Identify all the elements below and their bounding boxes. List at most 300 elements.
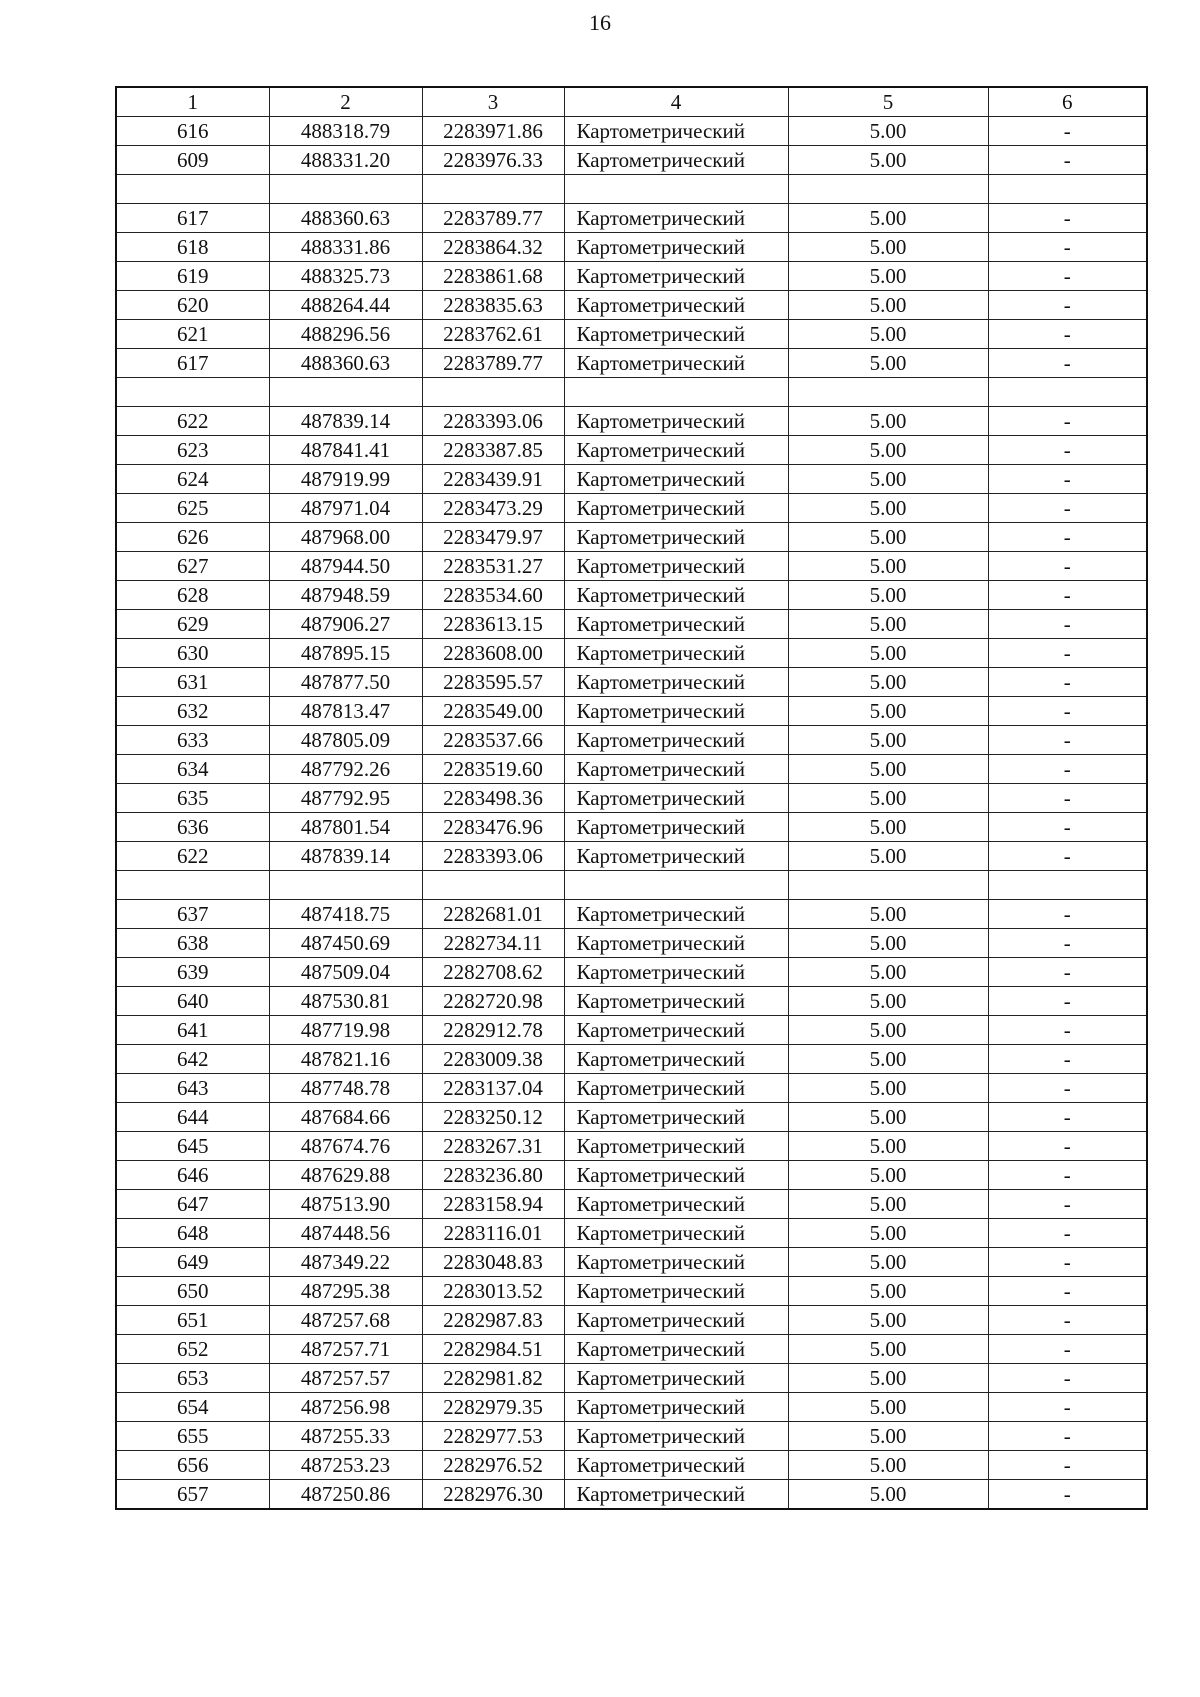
- note-cell: -: [988, 1190, 1147, 1219]
- y-coordinate-cell: 2282720.98: [422, 987, 564, 1016]
- x-coordinate-cell: 487906.27: [269, 610, 422, 639]
- x-coordinate-cell: 487253.23: [269, 1451, 422, 1480]
- accuracy-cell: 5.00: [788, 1161, 988, 1190]
- accuracy-cell: 5.00: [788, 146, 988, 175]
- table-row: [116, 668, 1147, 697]
- point-number-cell: 620: [116, 291, 269, 320]
- point-number-cell: 629: [116, 610, 269, 639]
- point-number-cell: 650: [116, 1277, 269, 1306]
- x-coordinate-cell: 487748.78: [269, 1074, 422, 1103]
- table-row: [116, 639, 1147, 668]
- table-row: [116, 1248, 1147, 1277]
- point-number-cell: 651: [116, 1306, 269, 1335]
- method-cell: Картометрический: [564, 204, 788, 233]
- note-cell: -: [988, 262, 1147, 291]
- table-row: [116, 291, 1147, 320]
- table-row: [116, 900, 1147, 929]
- note-cell: -: [988, 1045, 1147, 1074]
- accuracy-cell: 5.00: [788, 349, 988, 378]
- column-header: 3: [422, 87, 564, 117]
- accuracy-cell: 5.00: [788, 262, 988, 291]
- method-cell: Картометрический: [564, 813, 788, 842]
- method-cell: Картометрический: [564, 755, 788, 784]
- method-cell: [564, 378, 788, 407]
- point-number-cell: 641: [116, 1016, 269, 1045]
- point-number-cell: [116, 378, 269, 407]
- point-number-cell: 619: [116, 262, 269, 291]
- accuracy-cell: 5.00: [788, 813, 988, 842]
- method-cell: Картометрический: [564, 1422, 788, 1451]
- y-coordinate-cell: 2283762.61: [422, 320, 564, 349]
- note-cell: -: [988, 668, 1147, 697]
- method-cell: Картометрический: [564, 1248, 788, 1277]
- method-cell: Картометрический: [564, 291, 788, 320]
- point-number-cell: 646: [116, 1161, 269, 1190]
- x-coordinate-cell: 487257.57: [269, 1364, 422, 1393]
- y-coordinate-cell: 2282984.51: [422, 1335, 564, 1364]
- table-row: [116, 320, 1147, 349]
- accuracy-cell: 5.00: [788, 1248, 988, 1277]
- accuracy-cell: 5.00: [788, 610, 988, 639]
- table-row: [116, 1451, 1147, 1480]
- accuracy-cell: 5.00: [788, 755, 988, 784]
- table-row: [116, 610, 1147, 639]
- note-cell: -: [988, 1161, 1147, 1190]
- method-cell: Картометрический: [564, 1277, 788, 1306]
- x-coordinate-cell: 487841.41: [269, 436, 422, 465]
- note-cell: -: [988, 987, 1147, 1016]
- accuracy-cell: 5.00: [788, 668, 988, 697]
- note-cell: -: [988, 1074, 1147, 1103]
- method-cell: Картометрический: [564, 436, 788, 465]
- point-number-cell: 630: [116, 639, 269, 668]
- accuracy-cell: 5.00: [788, 494, 988, 523]
- note-cell: -: [988, 1132, 1147, 1161]
- point-number-cell: 609: [116, 146, 269, 175]
- note-cell: -: [988, 1480, 1147, 1510]
- note-cell: -: [988, 349, 1147, 378]
- y-coordinate-cell: 2283009.38: [422, 1045, 564, 1074]
- column-header: 1: [116, 87, 269, 117]
- note-cell: -: [988, 1306, 1147, 1335]
- note-cell: -: [988, 1103, 1147, 1132]
- note-cell: -: [988, 581, 1147, 610]
- y-coordinate-cell: 2283864.32: [422, 233, 564, 262]
- point-number-cell: 654: [116, 1393, 269, 1422]
- y-coordinate-cell: [422, 378, 564, 407]
- y-coordinate-cell: 2283158.94: [422, 1190, 564, 1219]
- point-number-cell: 640: [116, 987, 269, 1016]
- x-coordinate-cell: 487530.81: [269, 987, 422, 1016]
- x-coordinate-cell: 487801.54: [269, 813, 422, 842]
- note-cell: -: [988, 204, 1147, 233]
- accuracy-cell: 5.00: [788, 204, 988, 233]
- accuracy-cell: 5.00: [788, 1103, 988, 1132]
- accuracy-cell: 5.00: [788, 639, 988, 668]
- y-coordinate-cell: 2283549.00: [422, 697, 564, 726]
- x-coordinate-cell: 488331.20: [269, 146, 422, 175]
- x-coordinate-cell: 487895.15: [269, 639, 422, 668]
- point-number-cell: 622: [116, 407, 269, 436]
- x-coordinate-cell: 487948.59: [269, 581, 422, 610]
- x-coordinate-cell: 488360.63: [269, 204, 422, 233]
- method-cell: Картометрический: [564, 1219, 788, 1248]
- y-coordinate-cell: 2282987.83: [422, 1306, 564, 1335]
- note-cell: -: [988, 697, 1147, 726]
- point-number-cell: 653: [116, 1364, 269, 1393]
- table-row: [116, 523, 1147, 552]
- x-coordinate-cell: 487450.69: [269, 929, 422, 958]
- note-cell: -: [988, 1277, 1147, 1306]
- method-cell: Картометрический: [564, 1016, 788, 1045]
- note-cell: -: [988, 1364, 1147, 1393]
- table-body: [116, 117, 1147, 1510]
- method-cell: Картометрический: [564, 1306, 788, 1335]
- x-coordinate-cell: 487295.38: [269, 1277, 422, 1306]
- method-cell: Картометрический: [564, 1132, 788, 1161]
- header-row: [116, 87, 1147, 117]
- method-cell: Картометрический: [564, 320, 788, 349]
- note-cell: -: [988, 233, 1147, 262]
- method-cell: Картометрический: [564, 552, 788, 581]
- x-coordinate-cell: 487839.14: [269, 407, 422, 436]
- x-coordinate-cell: 487674.76: [269, 1132, 422, 1161]
- accuracy-cell: 5.00: [788, 1190, 988, 1219]
- method-cell: Картометрический: [564, 494, 788, 523]
- accuracy-cell: [788, 378, 988, 407]
- point-number-cell: 632: [116, 697, 269, 726]
- y-coordinate-cell: 2283267.31: [422, 1132, 564, 1161]
- column-header: 5: [788, 87, 988, 117]
- y-coordinate-cell: 2283608.00: [422, 639, 564, 668]
- point-number-cell: 639: [116, 958, 269, 987]
- x-coordinate-cell: 488331.86: [269, 233, 422, 262]
- coordinates-table: [115, 86, 1148, 1510]
- note-cell: -: [988, 1393, 1147, 1422]
- column-header: 6: [988, 87, 1147, 117]
- x-coordinate-cell: 487513.90: [269, 1190, 422, 1219]
- y-coordinate-cell: 2283393.06: [422, 407, 564, 436]
- x-coordinate-cell: 487509.04: [269, 958, 422, 987]
- y-coordinate-cell: 2283519.60: [422, 755, 564, 784]
- note-cell: -: [988, 1016, 1147, 1045]
- y-coordinate-cell: 2283236.80: [422, 1161, 564, 1190]
- x-coordinate-cell: 487805.09: [269, 726, 422, 755]
- point-number-cell: 643: [116, 1074, 269, 1103]
- y-coordinate-cell: 2283971.86: [422, 117, 564, 146]
- accuracy-cell: 5.00: [788, 842, 988, 871]
- x-coordinate-cell: 487255.33: [269, 1422, 422, 1451]
- point-number-cell: 636: [116, 813, 269, 842]
- point-number-cell: 627: [116, 552, 269, 581]
- table-row: [116, 1190, 1147, 1219]
- method-cell: Картометрический: [564, 1451, 788, 1480]
- point-number-cell: 623: [116, 436, 269, 465]
- x-coordinate-cell: 487821.16: [269, 1045, 422, 1074]
- point-number-cell: 655: [116, 1422, 269, 1451]
- column-header: 2: [269, 87, 422, 117]
- note-cell: -: [988, 1335, 1147, 1364]
- y-coordinate-cell: 2282981.82: [422, 1364, 564, 1393]
- point-number-cell: 644: [116, 1103, 269, 1132]
- note-cell: -: [988, 117, 1147, 146]
- point-number-cell: 633: [116, 726, 269, 755]
- table-row: [116, 784, 1147, 813]
- accuracy-cell: 5.00: [788, 320, 988, 349]
- note-cell: -: [988, 523, 1147, 552]
- method-cell: Картометрический: [564, 900, 788, 929]
- note-cell: -: [988, 1248, 1147, 1277]
- y-coordinate-cell: 2283048.83: [422, 1248, 564, 1277]
- note-cell: -: [988, 813, 1147, 842]
- accuracy-cell: 5.00: [788, 1277, 988, 1306]
- x-coordinate-cell: 487944.50: [269, 552, 422, 581]
- table-row: [116, 958, 1147, 987]
- x-coordinate-cell: 487684.66: [269, 1103, 422, 1132]
- accuracy-cell: 5.00: [788, 523, 988, 552]
- accuracy-cell: 5.00: [788, 784, 988, 813]
- method-cell: Картометрический: [564, 407, 788, 436]
- y-coordinate-cell: 2283976.33: [422, 146, 564, 175]
- point-number-cell: [116, 175, 269, 204]
- x-coordinate-cell: 487418.75: [269, 900, 422, 929]
- accuracy-cell: 5.00: [788, 929, 988, 958]
- table-row: [116, 1132, 1147, 1161]
- point-number-cell: 645: [116, 1132, 269, 1161]
- note-cell: -: [988, 407, 1147, 436]
- accuracy-cell: 5.00: [788, 1422, 988, 1451]
- method-cell: Картометрический: [564, 1335, 788, 1364]
- point-number-cell: 631: [116, 668, 269, 697]
- method-cell: Картометрический: [564, 958, 788, 987]
- table-row: [116, 1364, 1147, 1393]
- accuracy-cell: 5.00: [788, 291, 988, 320]
- method-cell: Картометрический: [564, 349, 788, 378]
- note-cell: -: [988, 1219, 1147, 1248]
- point-number-cell: 638: [116, 929, 269, 958]
- x-coordinate-cell: 487971.04: [269, 494, 422, 523]
- x-coordinate-cell: 488264.44: [269, 291, 422, 320]
- note-cell: -: [988, 958, 1147, 987]
- method-cell: Картометрический: [564, 1480, 788, 1510]
- x-coordinate-cell: [269, 175, 422, 204]
- point-number-cell: 649: [116, 1248, 269, 1277]
- table-row: [116, 233, 1147, 262]
- x-coordinate-cell: 487813.47: [269, 697, 422, 726]
- table-row: [116, 146, 1147, 175]
- table-row: [116, 726, 1147, 755]
- table-row: [116, 1161, 1147, 1190]
- note-cell: -: [988, 465, 1147, 494]
- y-coordinate-cell: 2283137.04: [422, 1074, 564, 1103]
- x-coordinate-cell: 488360.63: [269, 349, 422, 378]
- table-row: [116, 581, 1147, 610]
- note-cell: -: [988, 784, 1147, 813]
- y-coordinate-cell: 2283498.36: [422, 784, 564, 813]
- point-number-cell: 616: [116, 117, 269, 146]
- accuracy-cell: 5.00: [788, 1219, 988, 1248]
- x-coordinate-cell: 487257.68: [269, 1306, 422, 1335]
- table-row: [116, 1074, 1147, 1103]
- x-coordinate-cell: [269, 378, 422, 407]
- separator-row: [116, 175, 1147, 204]
- y-coordinate-cell: 2283861.68: [422, 262, 564, 291]
- accuracy-cell: 5.00: [788, 697, 988, 726]
- table-row: [116, 987, 1147, 1016]
- x-coordinate-cell: 487839.14: [269, 842, 422, 871]
- point-number-cell: 642: [116, 1045, 269, 1074]
- y-coordinate-cell: 2283537.66: [422, 726, 564, 755]
- method-cell: Картометрический: [564, 726, 788, 755]
- point-number-cell: 624: [116, 465, 269, 494]
- y-coordinate-cell: 2282912.78: [422, 1016, 564, 1045]
- x-coordinate-cell: 487719.98: [269, 1016, 422, 1045]
- note-cell: -: [988, 755, 1147, 784]
- note-cell: -: [988, 610, 1147, 639]
- method-cell: Картометрический: [564, 1393, 788, 1422]
- y-coordinate-cell: [422, 175, 564, 204]
- y-coordinate-cell: 2283476.96: [422, 813, 564, 842]
- table-row: [116, 813, 1147, 842]
- point-number-cell: 617: [116, 204, 269, 233]
- accuracy-cell: 5.00: [788, 1364, 988, 1393]
- method-cell: Картометрический: [564, 610, 788, 639]
- y-coordinate-cell: 2283789.77: [422, 204, 564, 233]
- table-row: [116, 842, 1147, 871]
- note-cell: -: [988, 552, 1147, 581]
- accuracy-cell: 5.00: [788, 1306, 988, 1335]
- table-row: [116, 117, 1147, 146]
- y-coordinate-cell: [422, 871, 564, 900]
- point-number-cell: 628: [116, 581, 269, 610]
- y-coordinate-cell: 2283613.15: [422, 610, 564, 639]
- y-coordinate-cell: 2283250.12: [422, 1103, 564, 1132]
- accuracy-cell: [788, 871, 988, 900]
- method-cell: Картометрический: [564, 1045, 788, 1074]
- accuracy-cell: 5.00: [788, 1335, 988, 1364]
- x-coordinate-cell: 487877.50: [269, 668, 422, 697]
- y-coordinate-cell: 2283393.06: [422, 842, 564, 871]
- method-cell: [564, 175, 788, 204]
- table-row: [116, 436, 1147, 465]
- accuracy-cell: 5.00: [788, 1393, 988, 1422]
- accuracy-cell: 5.00: [788, 552, 988, 581]
- y-coordinate-cell: 2283835.63: [422, 291, 564, 320]
- point-number-cell: 626: [116, 523, 269, 552]
- accuracy-cell: 5.00: [788, 117, 988, 146]
- x-coordinate-cell: [269, 871, 422, 900]
- method-cell: Картометрический: [564, 1161, 788, 1190]
- note-cell: -: [988, 494, 1147, 523]
- accuracy-cell: 5.00: [788, 1132, 988, 1161]
- method-cell: Картометрический: [564, 697, 788, 726]
- method-cell: Картометрический: [564, 146, 788, 175]
- table-row: [116, 349, 1147, 378]
- table-row: [116, 697, 1147, 726]
- y-coordinate-cell: 2282976.52: [422, 1451, 564, 1480]
- y-coordinate-cell: 2283789.77: [422, 349, 564, 378]
- x-coordinate-cell: 487349.22: [269, 1248, 422, 1277]
- note-cell: -: [988, 291, 1147, 320]
- separator-row: [116, 871, 1147, 900]
- note-cell: -: [988, 726, 1147, 755]
- y-coordinate-cell: 2283439.91: [422, 465, 564, 494]
- point-number-cell: 635: [116, 784, 269, 813]
- point-number-cell: 648: [116, 1219, 269, 1248]
- accuracy-cell: 5.00: [788, 436, 988, 465]
- x-coordinate-cell: 487256.98: [269, 1393, 422, 1422]
- point-number-cell: 652: [116, 1335, 269, 1364]
- method-cell: Картометрический: [564, 1103, 788, 1132]
- y-coordinate-cell: 2283387.85: [422, 436, 564, 465]
- method-cell: Картометрический: [564, 262, 788, 291]
- point-number-cell: 618: [116, 233, 269, 262]
- accuracy-cell: 5.00: [788, 407, 988, 436]
- column-header: 4: [564, 87, 788, 117]
- note-cell: [988, 175, 1147, 204]
- method-cell: [564, 871, 788, 900]
- table-row: [116, 204, 1147, 233]
- y-coordinate-cell: 2282681.01: [422, 900, 564, 929]
- note-cell: -: [988, 1451, 1147, 1480]
- table-row: [116, 1103, 1147, 1132]
- table-row: [116, 1422, 1147, 1451]
- accuracy-cell: 5.00: [788, 1045, 988, 1074]
- method-cell: Картометрический: [564, 523, 788, 552]
- accuracy-cell: 5.00: [788, 581, 988, 610]
- point-number-cell: 637: [116, 900, 269, 929]
- y-coordinate-cell: 2283116.01: [422, 1219, 564, 1248]
- accuracy-cell: 5.00: [788, 726, 988, 755]
- y-coordinate-cell: 2282976.30: [422, 1480, 564, 1510]
- accuracy-cell: [788, 175, 988, 204]
- table-row: [116, 262, 1147, 291]
- method-cell: Картометрический: [564, 842, 788, 871]
- note-cell: -: [988, 929, 1147, 958]
- x-coordinate-cell: 487448.56: [269, 1219, 422, 1248]
- method-cell: Картометрический: [564, 784, 788, 813]
- point-number-cell: 657: [116, 1480, 269, 1510]
- accuracy-cell: 5.00: [788, 987, 988, 1016]
- point-number-cell: 617: [116, 349, 269, 378]
- point-number-cell: 656: [116, 1451, 269, 1480]
- accuracy-cell: 5.00: [788, 900, 988, 929]
- note-cell: -: [988, 639, 1147, 668]
- x-coordinate-cell: 487629.88: [269, 1161, 422, 1190]
- point-number-cell: 634: [116, 755, 269, 784]
- method-cell: Картометрический: [564, 233, 788, 262]
- y-coordinate-cell: 2282708.62: [422, 958, 564, 987]
- accuracy-cell: 5.00: [788, 1074, 988, 1103]
- point-number-cell: 647: [116, 1190, 269, 1219]
- method-cell: Картометрический: [564, 1364, 788, 1393]
- table-row: [116, 1480, 1147, 1510]
- y-coordinate-cell: 2283013.52: [422, 1277, 564, 1306]
- method-cell: Картометрический: [564, 1190, 788, 1219]
- y-coordinate-cell: 2283479.97: [422, 523, 564, 552]
- point-number-cell: 625: [116, 494, 269, 523]
- method-cell: Картометрический: [564, 929, 788, 958]
- table-row: [116, 929, 1147, 958]
- accuracy-cell: 5.00: [788, 233, 988, 262]
- table-row: [116, 1335, 1147, 1364]
- note-cell: -: [988, 842, 1147, 871]
- accuracy-cell: 5.00: [788, 958, 988, 987]
- table-row: [116, 407, 1147, 436]
- x-coordinate-cell: 487792.95: [269, 784, 422, 813]
- table-row: [116, 1393, 1147, 1422]
- note-cell: [988, 378, 1147, 407]
